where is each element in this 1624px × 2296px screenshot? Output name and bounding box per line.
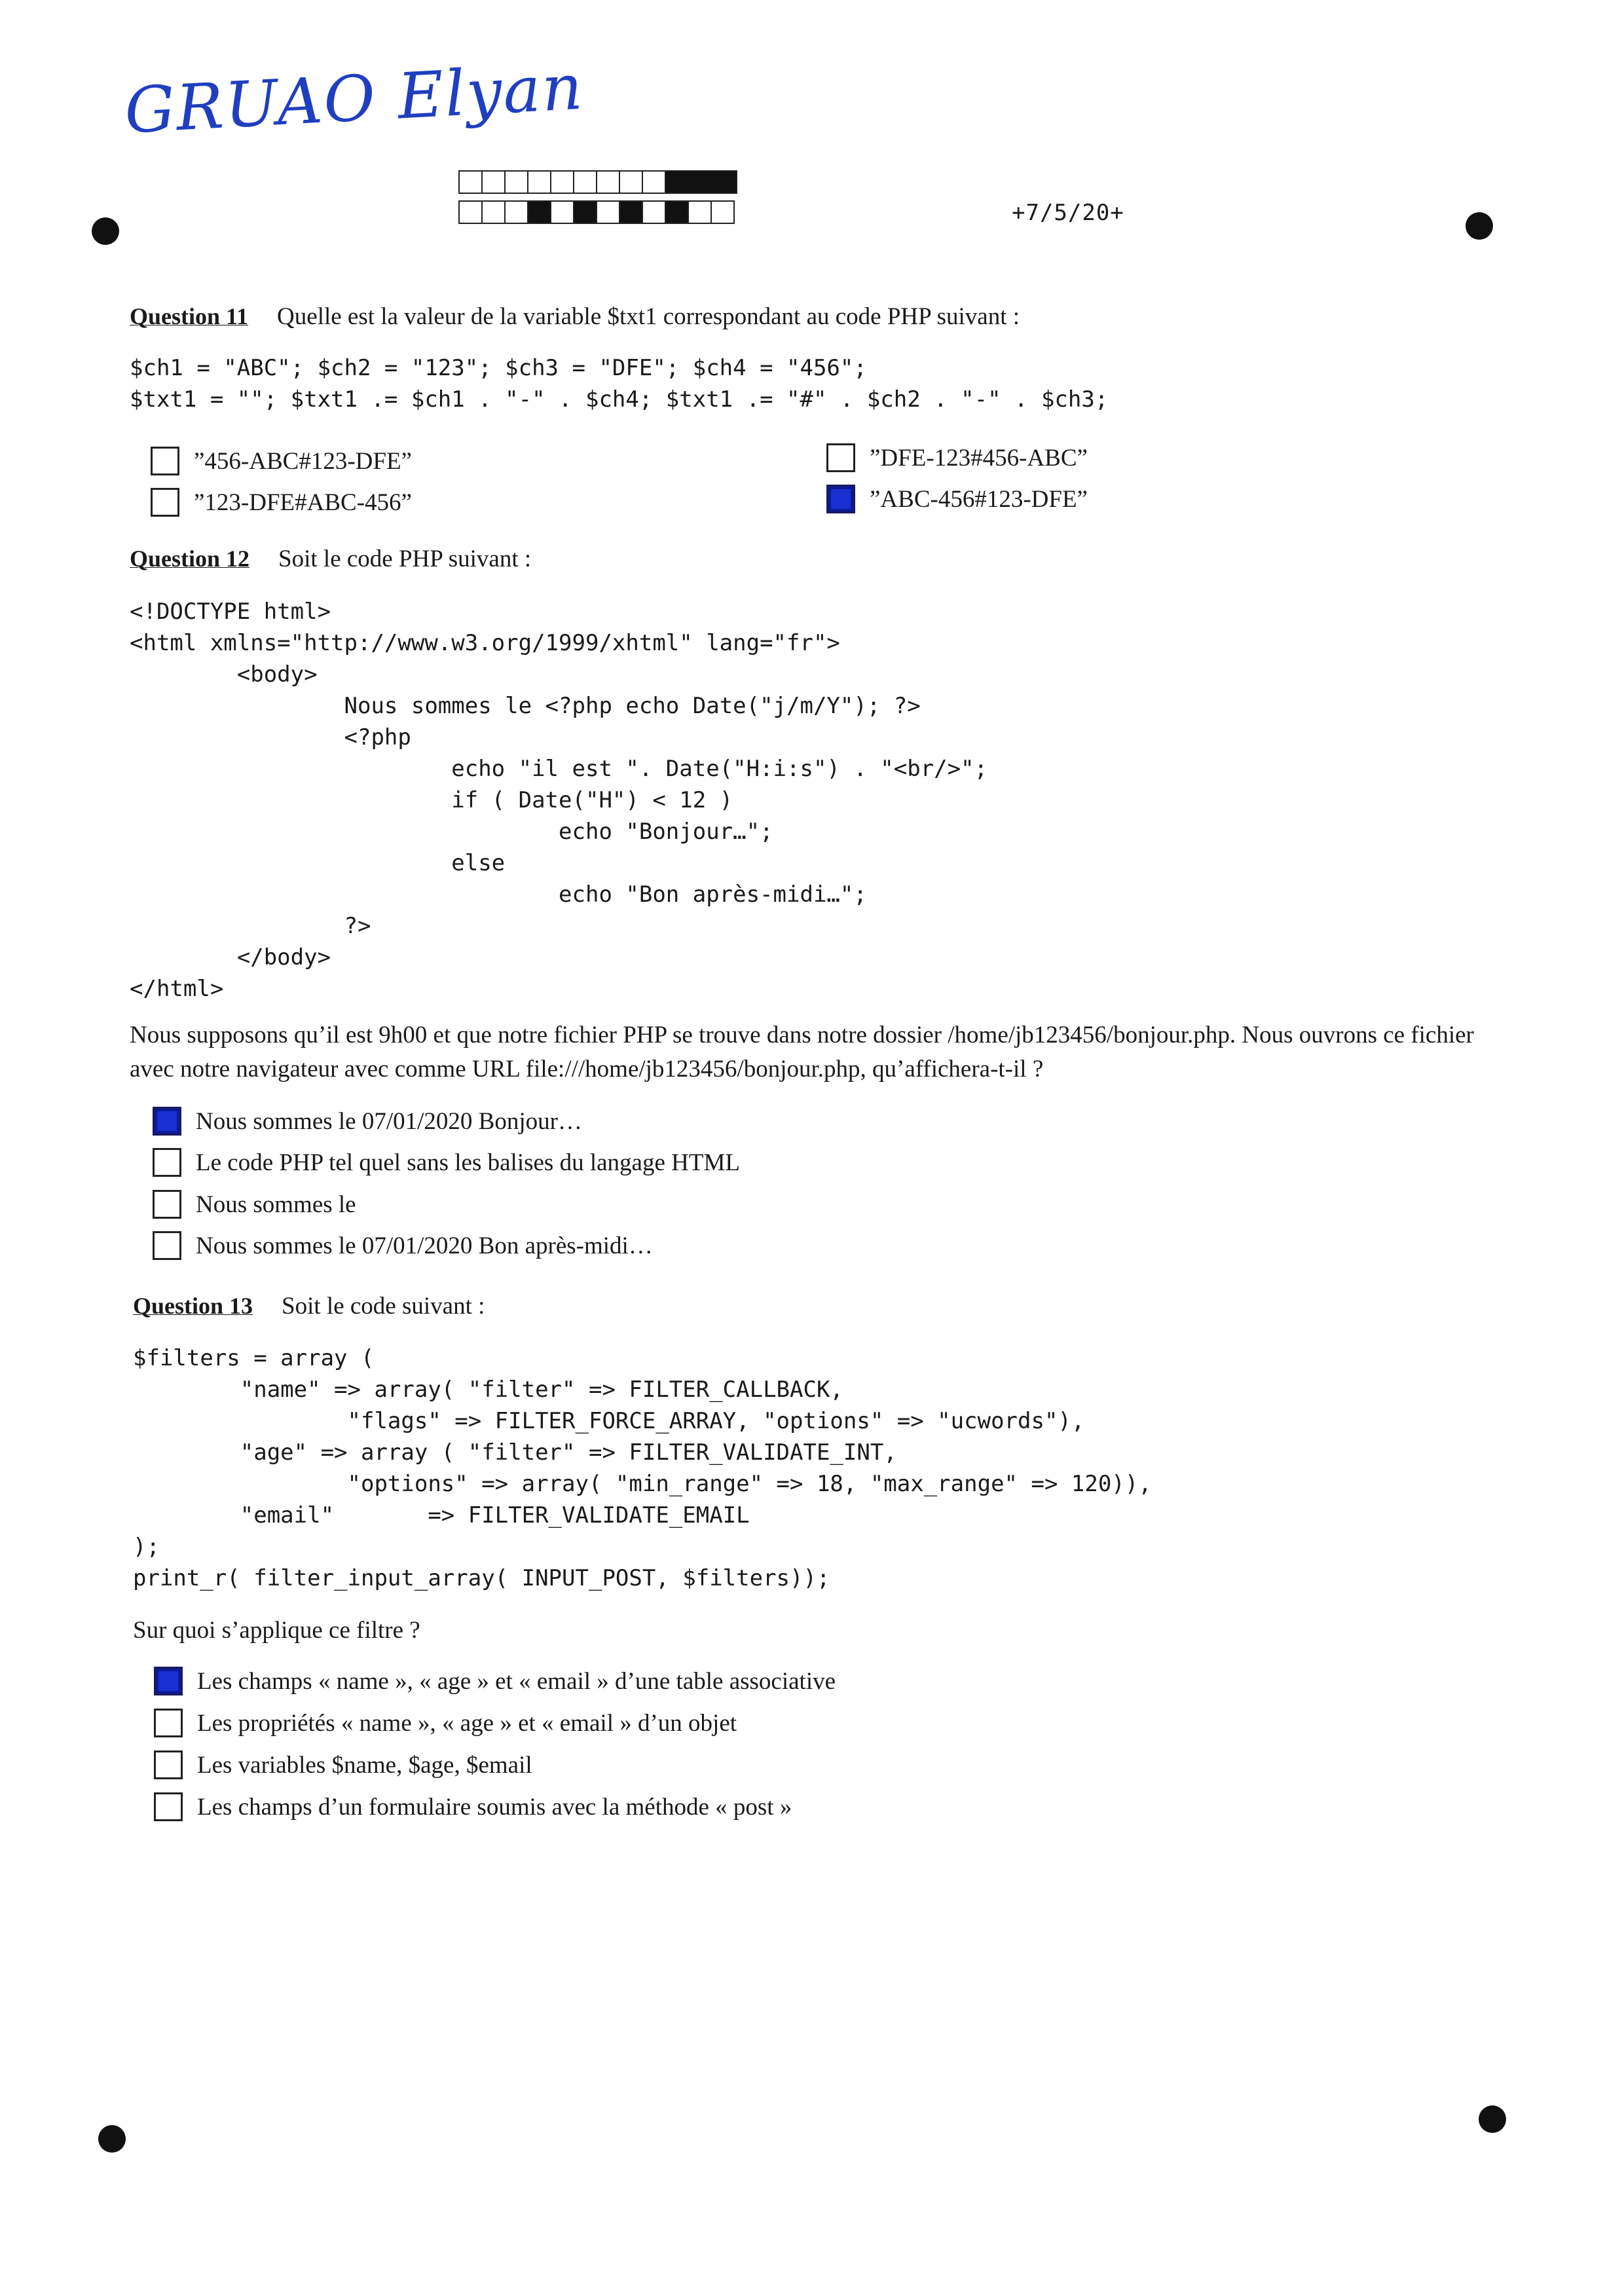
question-12-code: <!DOCTYPE html> <html xmlns="http://www.w3.org/1999/xhtml" lang="fr"> <body> Nous sommes le <?php echo Date("j/m/Y"); ?> <?php echo "il est ". Date("H:i:s") . "<br/>"; if ( Date("H") < 12 ) echo "Bonjour…"; else echo "Bon après-midi…"; ?> </body> </html> [130,599,988,1002]
q11-option-3[interactable] [826,443,1088,472]
checkbox[interactable] [151,488,179,517]
q12-option-1[interactable] [153,1107,582,1136]
option-label: Nous sommes le 07/01/2020 Bonjour… [196,1107,582,1135]
question-label: Question 12 [130,546,250,572]
checkbox[interactable] [151,447,179,475]
registration-mark-bottom-left [98,2125,126,2153]
q11-option-4[interactable] [826,485,1088,513]
q11-option-1[interactable] [151,447,412,475]
page-code: +7/5/20+ [1012,200,1124,226]
checkbox[interactable] [154,1792,183,1821]
q13-option-3[interactable] [154,1750,532,1779]
checkbox[interactable] [153,1231,181,1260]
student-name-handwritten: GRUAO Elyan [122,50,585,148]
id-grid-row-1 [458,170,736,194]
registration-mark-top-right [1466,212,1493,240]
question-11-code: $ch1 = "ABC"; $ch2 = "123"; $ch3 = "DFE"; $ch4 = "456"; $txt1 = ""; $txt1 .= $ch1 . "-" . $ch4; $txt1 .= "#" . $ch2 . "-" . $ch3; [130,355,1109,413]
checkbox[interactable] [826,443,855,472]
id-grid-row-2 [458,200,733,224]
question-11-header [130,303,1020,331]
option-label: Les variables $name, $age, $email [197,1751,532,1779]
option-label: Nous sommes le 07/01/2020 Bon après-midi… [196,1232,653,1259]
q12-option-2[interactable] [153,1148,740,1177]
option-label: Les propriétés « name », « age » et « email » d’un objet [197,1709,737,1737]
question-label: Question 13 [133,1293,253,1319]
q11-option-2[interactable] [151,488,412,517]
option-label: ”DFE-123#456-ABC” [870,444,1088,472]
question-text: Soit le code suivant : [282,1293,485,1320]
q13-option-1[interactable] [154,1667,836,1695]
q12-option-4[interactable] [153,1231,653,1260]
option-label: Le code PHP tel quel sans les balises du langage HTML [196,1149,740,1176]
question-12-header [130,545,531,573]
question-label: Question 11 [130,303,249,329]
question-text: Soit le code PHP suivant : [278,546,532,572]
option-label: Les champs « name », « age » et « email » d’une table associative [197,1667,836,1695]
registration-mark-bottom-right [1479,2105,1506,2133]
question-12-paragraph: Nous supposons qu’il est 9h00 et que notre fichier PHP se trouve dans notre dossier /home/jb123456/bonjour.php. Nous ouvrons ce fichier avec notre navigateur avec comme URL file:///home/jb123456/bonjour.php, qu’affichera-t-il ? [130,1022,1474,1083]
checkbox[interactable] [154,1709,183,1737]
option-label: Les champs d’un formulaire soumis avec la méthode « post » [197,1793,792,1821]
question-13-header [133,1292,485,1320]
option-label: Nous sommes le [196,1191,356,1218]
question-13-prompt: Sur quoi s’applique ce filtre ? [133,1617,420,1644]
q12-option-3[interactable] [153,1190,356,1219]
registration-mark-top-left [92,217,119,245]
checkbox-checked[interactable] [154,1667,183,1695]
checkbox[interactable] [153,1148,181,1177]
q13-option-2[interactable] [154,1709,737,1737]
checkbox-checked[interactable] [153,1107,181,1136]
question-text: Quelle est la valeur de la variable $txt1 correspondant au code PHP suivant : [277,303,1020,330]
q13-option-4[interactable] [154,1792,792,1821]
checkbox[interactable] [153,1190,181,1219]
checkbox[interactable] [154,1750,183,1779]
option-label: ”ABC-456#123-DFE” [870,485,1088,513]
checkbox-checked[interactable] [826,485,855,513]
option-label: ”456-ABC#123-DFE” [194,447,412,475]
option-label: ”123-DFE#ABC-456” [194,489,412,516]
question-13-code: $filters = array ( "name" => array( "filter" => FILTER_CALLBACK, "flags" => FILTER_FORCE_ARRAY, "options" => "ucwords"), "age" => array ( "filter" => FILTER_VALIDATE_INT, "options" => array( "min_range" => 18, "max_range" => 120)), "email" => FILTER_VALIDATE_EMAIL ); print_r( filter_input_array( INPUT_POST, $filters)); [133,1345,1152,1591]
